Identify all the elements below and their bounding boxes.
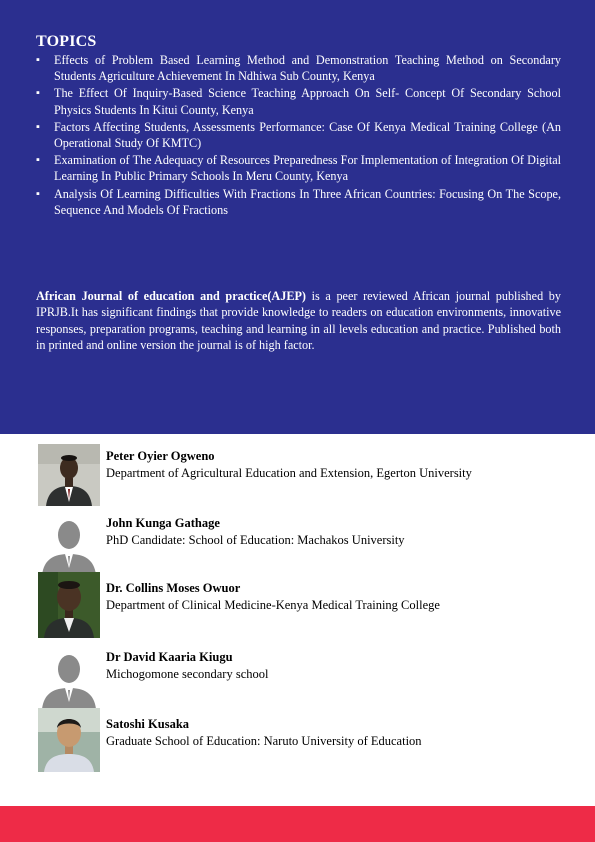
journal-description-text: is a peer reviewed African journal published by IPRJB.It has significant findings that provide knowledge to readers on education environments, innovative responses, preparation programs, teaching and learning in all levels education and practice. Published both in printed and online version the journal is of high factor. — [36, 289, 561, 353]
journal-name: African Journal of education and practice(AJEP) — [36, 289, 306, 303]
author-photo-icon — [38, 444, 100, 506]
author-entry — [0, 574, 595, 638]
topic-text: The Effect Of Inquiry-Based Science Teaching Approach On Self- Concept Of Secondary School Physics Students In Kitui County, Kenya — [54, 86, 561, 117]
author-entry — [0, 442, 595, 506]
topic-text: Examination of The Adequacy of Resources Preparedness For Implementation of Integration Of Digital Learning In Public Primary Schools In Meru County, Kenya — [54, 153, 561, 184]
footer-band — [0, 806, 595, 842]
author-photo-icon — [38, 708, 100, 772]
author-entry — [0, 509, 595, 573]
topic-text: Effects of Problem Based Learning Method and Demonstration Teaching Method on Secondary Students Agriculture Achievement In Ndhiwa Sub County, Kenya — [54, 53, 561, 84]
bullet-icon: ▪ — [36, 154, 40, 167]
author-entry — [0, 710, 595, 774]
author-name: Dr David Kaaria Kiugu — [106, 650, 233, 664]
author-name: Peter Oyier Ogweno — [106, 449, 215, 463]
bullet-icon: ▪ — [36, 87, 40, 100]
topic-item — [36, 186, 561, 218]
author-entry — [0, 643, 595, 707]
topics-heading: TOPICS — [36, 33, 97, 50]
author-photo-icon — [38, 572, 100, 638]
topic-text: Factors Affecting Students, Assessments Performance: Case Of Kenya Medical Training College (An Operational Study Of KMTC) — [54, 119, 561, 151]
author-name: Dr. Collins Moses Owuor — [106, 581, 241, 595]
topic-text: Analysis Of Learning Difficulties With Fractions In Three African Countries: Focusing On The Scope, Sequence And Models Of Fractions — [54, 186, 561, 217]
author-affiliation: Department of Clinical Medicine-Kenya Medical Training College — [106, 598, 440, 612]
author-affiliation: PhD Candidate: School of Education: Machakos University — [106, 533, 405, 547]
author-affiliation: Department of Agricultural Education and Extension, Egerton University — [106, 466, 472, 480]
bullet-icon: ▪ — [36, 187, 40, 200]
topic-item — [36, 85, 561, 117]
bullet-icon: ▪ — [36, 54, 40, 66]
author-affiliation: Graduate School of Education: Naruto University of Education — [106, 734, 422, 748]
bullet-icon: ▪ — [36, 120, 40, 133]
topics-list — [36, 52, 561, 219]
topic-item — [36, 52, 561, 84]
author-name: John Kunga Gathage — [106, 516, 220, 530]
author-name: Satoshi Kusaka — [106, 717, 190, 731]
topic-item — [36, 119, 561, 151]
author-affiliation: Michogomone secondary school — [106, 667, 269, 681]
user-silhouette-icon — [38, 647, 100, 709]
journal-description — [36, 288, 561, 354]
topic-item — [36, 152, 561, 184]
user-silhouette-icon — [38, 513, 100, 575]
